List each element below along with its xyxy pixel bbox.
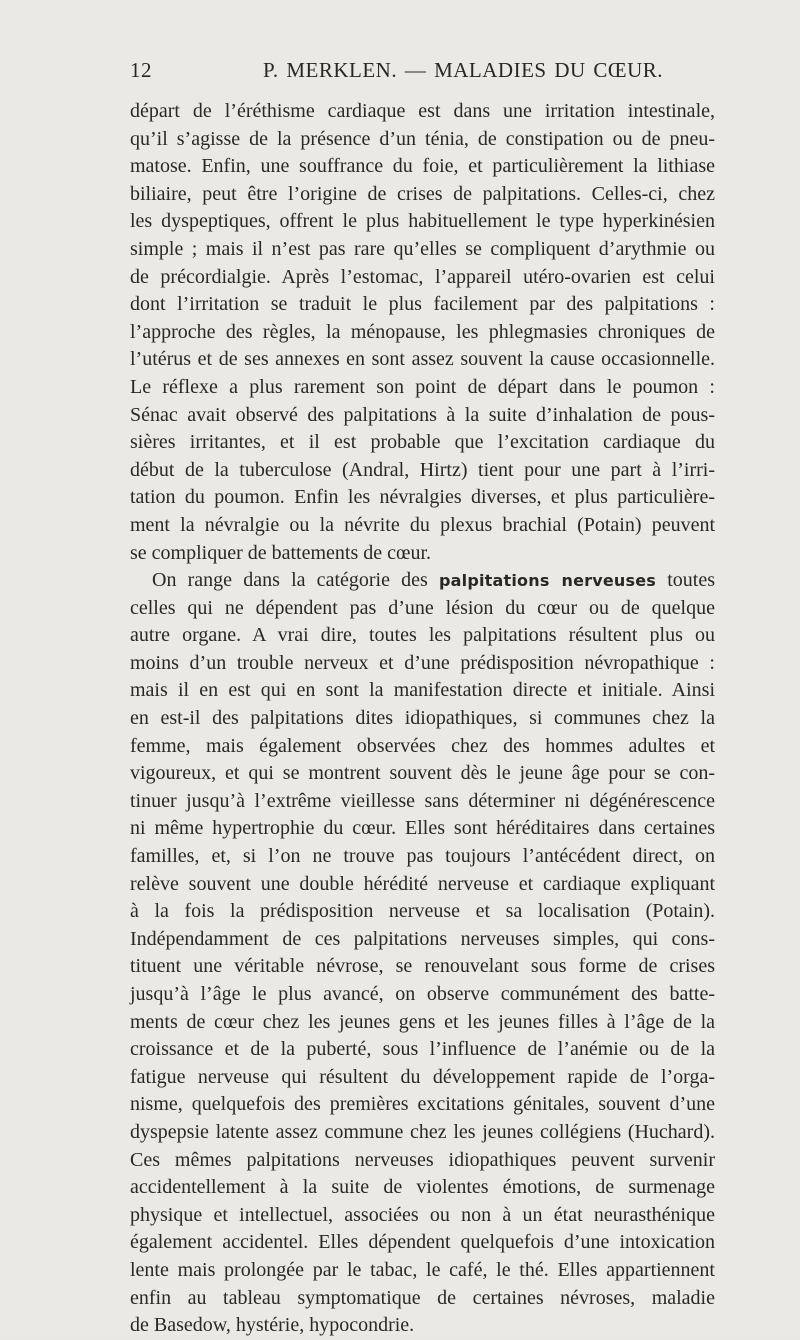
text-line: sières irritantes, et il est probable que l’excitation cardiaque du: [130, 431, 715, 454]
text-line: l’approche des règles, la ménopause, les phlegmasies chroniques de: [130, 320, 715, 343]
text-line: moins d’un trouble nerveux et d’une prédisposition névropathique :: [130, 651, 715, 674]
text-line: l’utérus et de ses annexes en sont assez souvent la cause occasionnelle.: [130, 348, 715, 371]
text-line: en est-il des palpitations dites idiopathiques, si communes chez la: [130, 707, 715, 730]
text-line: Indépendamment de ces palpitations nerveuses simples, qui cons-: [130, 927, 715, 950]
text-line: fatigue nerveuse qui résultent du développement rapide de l’orga-: [130, 1065, 715, 1088]
text-line: Sénac avait observé des palpitations à la suite d’inhalation de pous-: [130, 403, 715, 426]
text-line: lente mais prolongée par le tabac, le café, le thé. Elles appartiennent: [130, 1258, 715, 1281]
text-line: physique et intellectuel, associées ou non à un état neurasthénique: [130, 1203, 715, 1226]
page-number: 12: [130, 58, 152, 82]
text-line: accidentellement à la suite de violentes émotions, de surmenage: [130, 1176, 715, 1199]
text-line: mais il en est qui en sont la manifestation directe et initiale. Ainsi: [130, 679, 715, 702]
text-line: croissance et de la puberté, sous l’influence de l’anémie ou de la: [130, 1038, 715, 1061]
text-line: les dyspeptiques, offrent le plus habituellement le type hyperkinésien: [130, 210, 715, 233]
text-line: de précordialgie. Après l’estomac, l’appareil utéro-ovarien est celui: [130, 265, 715, 288]
text-line: familles, et, si l’on ne trouve pas toujours l’antécédent direct, on: [130, 845, 715, 868]
text-line: dont l’irritation se traduit le plus facilement par des palpitations :: [130, 293, 715, 316]
text-line: dyspepsie latente assez commune chez les jeunes collégiens (Huchard).: [130, 1120, 715, 1143]
text-line: également accidentel. Elles dépendent quelquefois d’une intoxication: [130, 1231, 715, 1254]
text-line: se compliquer de battements de cœur.: [130, 541, 432, 564]
text-line: à la fois la prédisposition nerveuse et sa localisation (Potain).: [130, 900, 715, 923]
text-line: relève souvent une double hérédité nerveuse et cardiaque expliquant: [130, 872, 715, 895]
text-line: tituent une véritable névrose, se renouvelant sous forme de crises: [130, 955, 715, 978]
text-line: On range dans la catégorie des palpitations nerveuses toutes: [152, 569, 715, 592]
text-line: qu’il s’agisse de la présence d’un ténia, de constipation ou de pneu-: [130, 127, 715, 150]
text-line: Le réflexe a plus rarement son point de départ dans le poumon :: [130, 375, 715, 398]
text-line: tation du poumon. Enfin les névralgies diverses, et plus particulière-: [130, 486, 715, 509]
page-header: [130, 58, 720, 86]
text-line: ni même hypertrophie du cœur. Elles sont héréditaires dans certaines: [130, 817, 715, 840]
text-line: jusqu’à l’âge le plus avancé, on observe communément des batte-: [130, 983, 715, 1005]
text-line: début de la tuberculose (Andral, Hirtz) tient pour une part à l’irri-: [130, 458, 715, 481]
text-line: départ de l’éréthisme cardiaque est dans une irritation intestinale,: [130, 100, 715, 122]
text-line: vigoureux, et qui se montrent souvent dès le jeune âge pour se con-: [130, 762, 715, 785]
text-line: celles qui ne dépendent pas d’une lésion du cœur ou de quelque: [130, 596, 715, 619]
text-line: enfin au tableau symptomatique de certaines névroses, maladie: [130, 1286, 715, 1309]
text-line: de Basedow, hystérie, hypocondrie.: [130, 1314, 415, 1337]
text-line: biliaire, peut être l’origine de crises de palpitations. Celles-ci, chez: [130, 182, 715, 205]
text-line: ment la névralgie ou la névrite du plexus brachial (Potain) peuvent: [130, 513, 715, 536]
emphasized-term: palpitations nerveuses: [439, 571, 657, 591]
text-line: femme, mais également observées chez des hommes adultes et: [130, 734, 715, 757]
text-line: simple ; mais il n’est pas rare qu’elles se compliquent d’arythmie ou: [130, 237, 715, 260]
text-line: matose. Enfin, une souffrance du foie, et particulièrement la lithiase: [130, 155, 715, 178]
text-line: Ces mêmes palpitations nerveuses idiopathiques peuvent survenir: [130, 1148, 715, 1171]
text-line: nisme, quelquefois des premières excitations génitales, souvent d’une: [130, 1093, 715, 1116]
text-line: tinuer jusqu’à l’extrême vieillesse sans déterminer ni dégénérescence: [130, 789, 715, 812]
body-text: [130, 98, 715, 1340]
text-line: ments de cœur chez les jeunes gens et les jeunes filles à l’âge de la: [130, 1010, 715, 1033]
text-line: autre organe. A vrai dire, toutes les palpitations résultent plus ou: [130, 624, 715, 647]
running-title: P. MERKLEN. — MALADIES DU CŒUR.: [263, 58, 664, 82]
